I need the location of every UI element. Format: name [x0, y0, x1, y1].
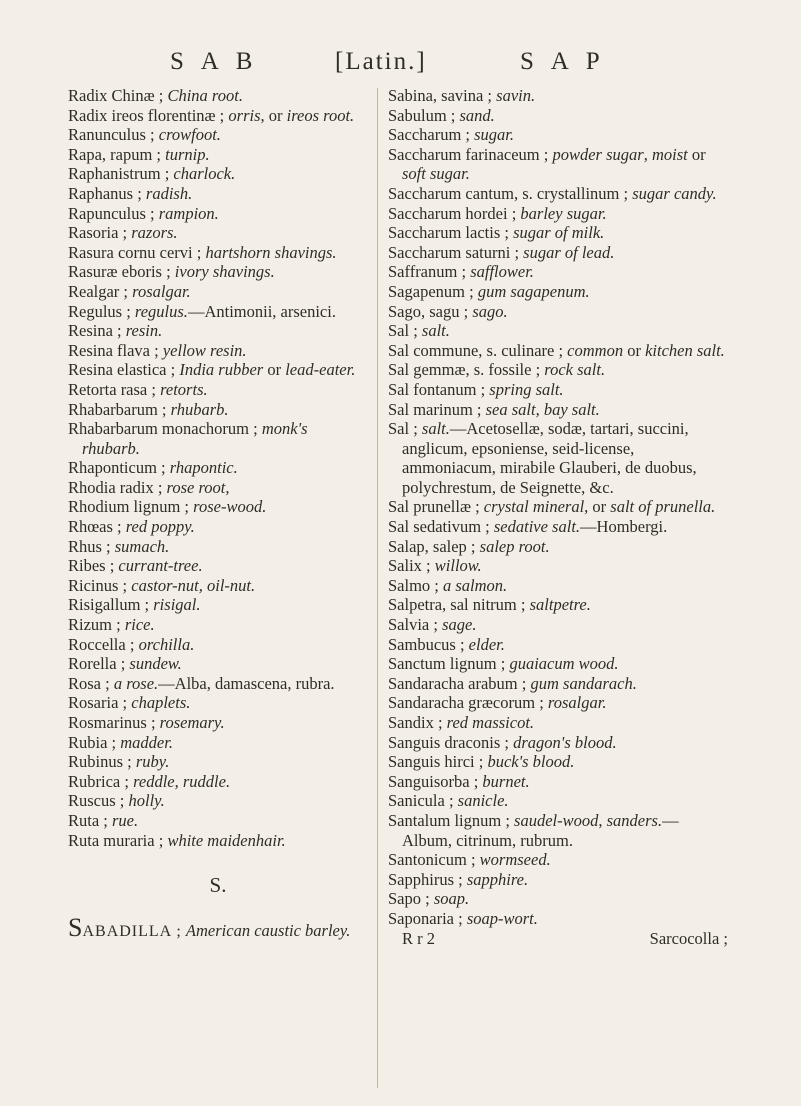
english-term: sage.: [442, 615, 477, 635]
dictionary-entry: [388, 870, 728, 890]
dictionary-entry: [68, 497, 368, 517]
english-term: wormseed.: [479, 850, 551, 870]
latin-term: Saffranum ;: [388, 262, 467, 282]
dictionary-entry: [388, 262, 728, 282]
latin-term: Salap, salep ;: [388, 536, 476, 556]
latin-term: Saccharum cantum, s. crystallinum ;: [388, 183, 629, 203]
english-term: soap-wort.: [466, 908, 538, 928]
dictionary-entry: [388, 125, 728, 145]
entry-note: , or: [260, 105, 283, 125]
entry-note: ,: [598, 810, 603, 830]
english-term: saltpetre.: [529, 595, 591, 615]
english-term: rampion.: [158, 203, 219, 223]
latin-term: Rhœas ;: [68, 517, 122, 537]
english-term: resin.: [125, 321, 163, 341]
latin-term: Sandix ;: [388, 713, 443, 732]
english-term: soap.: [433, 889, 470, 909]
latin-term: Rasura cornu cervi ;: [68, 242, 202, 262]
left-column: [68, 86, 368, 941]
dictionary-entry: [68, 282, 368, 302]
latin-term: Sandaracha arabum ;: [388, 673, 527, 693]
latin-term: Saponaria ;: [388, 908, 463, 928]
latin-term: Sal commune, s. culinare ;: [388, 340, 564, 360]
latin-term: Sal ;: [388, 419, 418, 439]
entry-note: or: [623, 340, 641, 360]
english-term: salt.: [421, 321, 450, 341]
dictionary-entry: [388, 615, 728, 635]
latin-term: Sapphirus ;: [388, 869, 463, 889]
english-term: crystal mineral: [483, 497, 585, 517]
english-term: salt.: [421, 419, 450, 439]
latin-term: Saccharum lactis ;: [388, 223, 509, 243]
dictionary-entry: [388, 537, 728, 557]
english-term: retorts.: [160, 379, 208, 399]
dictionary-entry: [68, 106, 368, 126]
latin-term: Sago, sagu ;: [388, 301, 469, 321]
initial-capital: S: [68, 912, 83, 942]
english-term: rose-wood.: [193, 497, 267, 517]
latin-term: Radix Chinæ ;: [68, 86, 164, 105]
english-term: sanders.: [606, 810, 663, 830]
latin-term: Rasoria ;: [68, 223, 128, 243]
signature-mark: R r 2: [402, 928, 435, 948]
english-term: rosemary.: [159, 713, 225, 732]
dictionary-entry: [388, 341, 728, 361]
dictionary-entry: [388, 145, 728, 184]
english-term: sand.: [459, 105, 495, 125]
english-term: hartshorn shavings.: [205, 242, 337, 262]
dictionary-entry: [388, 772, 728, 792]
english-term: orchilla.: [138, 634, 195, 654]
english-term: moist: [651, 144, 688, 164]
latin-term: Sambucus ;: [388, 634, 465, 654]
dictionary-entry: [388, 635, 728, 655]
dictionary-entry: [388, 654, 728, 674]
english-term: salt of prunella.: [610, 497, 716, 517]
dictionary-entry: [388, 86, 728, 106]
latin-term: Saccharum ;: [388, 125, 471, 145]
english-term: sugar candy.: [632, 183, 717, 203]
latin-term: Saccharum hordei ;: [388, 203, 517, 223]
latin-term: Rosmarinus ;: [68, 713, 156, 732]
dictionary-entry: [68, 654, 368, 674]
english-term: sumach.: [114, 536, 170, 556]
dictionary-entry: [68, 674, 368, 694]
english-term: safflower.: [470, 262, 534, 282]
dictionary-entry: [68, 204, 368, 224]
latin-term: Rhabarbarum monachorum ;: [68, 419, 258, 439]
english-term: crowfoot.: [158, 125, 221, 145]
dictionary-entry: [388, 282, 728, 302]
dictionary-entry: [68, 478, 368, 498]
latin-term: Sal prunellæ ;: [388, 497, 480, 517]
latin-term: Sanguis hirci ;: [388, 752, 484, 772]
english-term: regulus.: [134, 301, 188, 321]
english-term: saudel-wood: [514, 810, 599, 830]
english-term: rock salt.: [544, 360, 606, 380]
dictionary-entry: [68, 360, 368, 380]
english-term: buck's blood.: [487, 752, 575, 772]
sabadilla-entry: [68, 912, 368, 942]
dictionary-entry: [388, 752, 728, 772]
latin-term: Saccharum farinaceum ;: [388, 144, 549, 164]
dictionary-entry: [68, 752, 368, 772]
dictionary-entry: [68, 693, 368, 713]
header-center: [Latin.]: [335, 48, 427, 75]
dictionary-entry: [388, 360, 728, 380]
latin-term: Sabulum ;: [388, 105, 456, 125]
english-term: dragon's blood.: [513, 732, 617, 752]
english-term: radish.: [145, 183, 193, 203]
latin-term: Sagapenum ;: [388, 281, 474, 301]
latin-term: Sal gemmæ, s. fossile ;: [388, 360, 541, 380]
english-term: elder.: [468, 634, 505, 654]
dictionary-entry: [68, 595, 368, 615]
english-term: red massicot.: [446, 713, 535, 732]
english-term: rhubarb.: [170, 399, 229, 419]
dictionary-entry: [388, 576, 728, 596]
dictionary-entry: [68, 243, 368, 263]
latin-term: Rubinus ;: [68, 752, 132, 772]
latin-term: Salix ;: [388, 556, 431, 576]
dictionary-entry: [388, 419, 728, 497]
latin-term: Sabina, savina ;: [388, 86, 493, 105]
dictionary-entry: [68, 321, 368, 341]
dictionary-entry: [68, 302, 368, 322]
latin-term: ABADILLA ;: [82, 922, 182, 940]
english-term: yellow resin.: [162, 340, 247, 360]
page-footer: [388, 929, 728, 949]
dictionary-entry: [68, 537, 368, 557]
english-term: red poppy.: [125, 517, 195, 537]
dictionary-entry: [68, 223, 368, 243]
latin-term: Rubrica ;: [68, 771, 129, 791]
english-term: castor-nut, oil-nut.: [131, 575, 256, 595]
latin-term: Rhodium lignum ;: [68, 497, 190, 517]
entry-note: —Hombergi.: [580, 517, 668, 537]
english-term: turnip.: [165, 144, 210, 164]
latin-term: Ruta ;: [68, 810, 108, 830]
english-term: sugar of milk.: [513, 223, 605, 243]
latin-term: Rosa ;: [68, 673, 110, 693]
english-term: reddle, ruddle.: [133, 771, 231, 791]
latin-term: Sanguis draconis ;: [388, 732, 509, 752]
english-term: white maidenhair.: [167, 830, 286, 850]
latin-term: Radix ireos florentinæ ;: [68, 105, 225, 125]
dictionary-entry: [388, 811, 728, 850]
latin-term: Risigallum ;: [68, 595, 150, 615]
latin-term: Sanctum lignum ;: [388, 654, 506, 674]
dictionary-entry: [388, 302, 728, 322]
dictionary-entry: [68, 262, 368, 282]
english-term: a salmon.: [443, 575, 508, 595]
column-divider: [377, 88, 378, 1088]
latin-term: Salpetra, sal nitrum ;: [388, 595, 526, 615]
catchword: Sarcocolla ;: [649, 928, 728, 948]
english-term: razors.: [131, 223, 178, 243]
dictionary-entry: [68, 145, 368, 165]
english-term: holly.: [128, 791, 165, 811]
entry-note: —Album, citrinum, rubrum.: [402, 810, 679, 850]
english-term: common: [567, 340, 624, 360]
english-term: chaplets.: [131, 693, 191, 713]
dictionary-entry: [388, 517, 728, 537]
section-letter: S.: [209, 873, 227, 898]
dictionary-entry: [388, 850, 728, 870]
english-term: rosalgar.: [132, 281, 191, 301]
english-term: rose root,: [166, 477, 230, 497]
latin-term: Rizum ;: [68, 615, 121, 635]
english-term: kitchen salt.: [645, 340, 725, 360]
english-term: ruby.: [135, 752, 170, 772]
dictionary-entry: [68, 615, 368, 635]
dictionary-entry: [388, 693, 728, 713]
entry-note: —Acetosellæ, sodæ, tartari, succini, anglicum, epsoniense, seid-license, ammoniacum, mirabile Glauberi, de duobus, polychrestum, de Seignette, &c.: [402, 419, 697, 497]
dictionary-entry: [388, 223, 728, 243]
english-term: monk's rhubarb.: [82, 419, 308, 458]
dictionary-entry: [68, 556, 368, 576]
dictionary-entry: [388, 909, 728, 929]
dictionary-entry: [68, 380, 368, 400]
english-term: madder.: [120, 732, 173, 752]
english-term: guaiacum wood.: [509, 654, 619, 674]
latin-term: Ruta muraria ;: [68, 830, 164, 850]
latin-term: Sandaracha græcorum ;: [388, 693, 544, 713]
latin-term: Rapa, rapum ;: [68, 144, 162, 164]
english-term: sanicle.: [457, 791, 509, 811]
english-term: lead-eater.: [285, 360, 356, 380]
english-term: sago.: [472, 301, 508, 321]
entry-note: ,: [643, 144, 648, 164]
english-term: charlock.: [173, 164, 236, 184]
latin-term: Sal fontanum ;: [388, 379, 486, 399]
header-left: S A B: [170, 48, 259, 75]
dictionary-entry: [68, 772, 368, 792]
dictionary-entry: [388, 106, 728, 126]
right-column: [388, 86, 728, 948]
english-term: burnet.: [482, 771, 530, 791]
latin-term: Ruscus ;: [68, 791, 125, 811]
english-term: rhapontic.: [169, 458, 238, 478]
latin-term: Resina flava ;: [68, 340, 159, 360]
dictionary-entry: [68, 400, 368, 420]
latin-term: Resina elastica ;: [68, 360, 176, 380]
latin-term: Santalum lignum ;: [388, 810, 510, 830]
latin-term: Rhaponticum ;: [68, 458, 166, 478]
dictionary-entry: [68, 341, 368, 361]
english-term: rosalgar.: [547, 693, 607, 713]
english-term: salep root.: [479, 536, 550, 556]
dictionary-entry: [388, 713, 728, 733]
entry-note: or: [263, 360, 282, 380]
english-term: ivory shavings.: [174, 262, 275, 282]
dictionary-entry: [388, 556, 728, 576]
dictionary-entry: [68, 125, 368, 145]
english-term: sedative salt.: [493, 517, 581, 537]
latin-term: Realgar ;: [68, 281, 129, 301]
latin-term: Rasuræ eboris ;: [68, 262, 171, 282]
latin-term: Sapo ;: [388, 889, 430, 909]
dictionary-entry: [68, 419, 368, 458]
english-term: sugar.: [474, 125, 515, 145]
latin-term: Raphanistrum ;: [68, 164, 170, 184]
entry-note: or: [687, 144, 706, 164]
latin-term: Ranunculus ;: [68, 125, 155, 145]
entry-note: —Antimonii, arsenici.: [187, 301, 336, 321]
entry-note: , or: [584, 497, 607, 517]
latin-term: Rubia ;: [68, 732, 117, 752]
latin-term: Santonicum ;: [388, 850, 476, 870]
english-term: spring salt.: [489, 379, 564, 399]
english-term: gum sandarach.: [530, 673, 637, 693]
latin-term: Sanicula ;: [388, 791, 454, 811]
latin-term: Roccella ;: [68, 634, 135, 654]
dictionary-entry: [68, 86, 368, 106]
dictionary-entry: [68, 184, 368, 204]
latin-term: Rorella ;: [68, 654, 126, 674]
latin-term: Salvia ;: [388, 615, 438, 635]
latin-term: Retorta rasa ;: [68, 379, 156, 399]
dictionary-entry: [388, 889, 728, 909]
dictionary-entry: [68, 733, 368, 753]
english-term: China root.: [167, 86, 243, 105]
latin-term: Ricinus ;: [68, 575, 128, 595]
latin-term: Resina ;: [68, 321, 122, 341]
english-term: American caustic barley.: [185, 920, 351, 940]
dictionary-entry: [68, 811, 368, 831]
dictionary-entry: [68, 713, 368, 733]
english-term: India rubber: [179, 360, 264, 380]
english-term: willow.: [434, 556, 482, 576]
english-term: orris: [228, 105, 261, 125]
latin-term: Saccharum saturni ;: [388, 242, 520, 262]
dictionary-entry: [68, 576, 368, 596]
latin-term: Rhodia radix ;: [68, 477, 163, 497]
dictionary-entry: [68, 164, 368, 184]
dictionary-entry: [388, 674, 728, 694]
dictionary-entry: [68, 831, 368, 851]
latin-term: Sal marinum ;: [388, 399, 482, 419]
latin-term: Regulus ;: [68, 301, 131, 321]
dictionary-entry: [68, 517, 368, 537]
english-term: barley sugar.: [520, 203, 607, 223]
english-term: soft sugar.: [402, 164, 470, 184]
dictionary-entry: [388, 243, 728, 263]
dictionary-entry: [388, 791, 728, 811]
english-term: rice.: [124, 615, 155, 635]
english-term: powder sugar: [552, 144, 644, 164]
dictionary-entry: [388, 595, 728, 615]
header-right: S A P: [520, 48, 606, 75]
latin-term: Rhabarbarum ;: [68, 399, 167, 419]
english-term: rue.: [112, 810, 139, 830]
latin-term: Sal ;: [388, 321, 418, 341]
latin-term: Rhus ;: [68, 536, 111, 556]
english-term: sea salt, bay salt.: [485, 399, 600, 419]
dictionary-entry: [68, 791, 368, 811]
latin-term: Ribes ;: [68, 556, 115, 576]
dictionary-entry: [68, 635, 368, 655]
latin-term: Sanguisorba ;: [388, 771, 479, 791]
dictionary-entry: [388, 400, 728, 420]
latin-term: Rosaria ;: [68, 693, 128, 713]
english-term: gum sagapenum.: [477, 281, 590, 301]
english-term: a rose.: [113, 673, 159, 693]
dictionary-entry: [388, 380, 728, 400]
english-term: currant-tree.: [118, 556, 203, 576]
latin-term: Raphanus ;: [68, 183, 142, 203]
dictionary-entry: [388, 184, 728, 204]
english-term: sapphire.: [466, 869, 529, 889]
dictionary-entry: [388, 204, 728, 224]
english-term: sundew.: [129, 654, 182, 674]
latin-term: Salmo ;: [388, 575, 439, 595]
dictionary-entry: [388, 733, 728, 753]
latin-term: Rapunculus ;: [68, 203, 155, 223]
latin-term: Sal sedativum ;: [388, 517, 490, 537]
entry-note: —Alba, damascena, rubra.: [158, 673, 335, 693]
dictionary-entry: [68, 458, 368, 478]
dictionary-entry: [388, 497, 728, 517]
english-term: risigal.: [153, 595, 201, 615]
english-term: savin.: [496, 86, 536, 105]
dictionary-entry: [388, 321, 728, 341]
english-term: sugar of lead.: [523, 242, 615, 262]
english-term: ireos root.: [286, 105, 355, 125]
